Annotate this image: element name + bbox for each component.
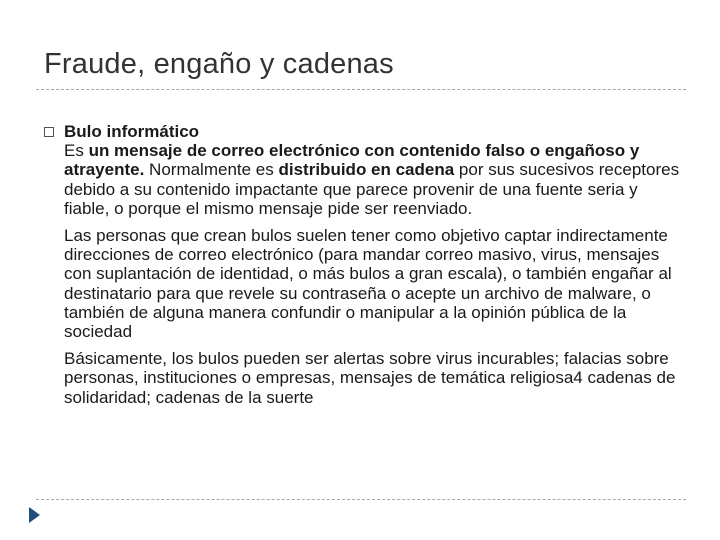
p1-bold-1: un mensaje de correo electrónico con contenido falso o engañoso y atrayente. — [64, 141, 640, 180]
bullet-item — [44, 122, 684, 141]
slide-title: Fraude, engaño y cadenas — [44, 48, 394, 80]
square-bullet-icon — [44, 127, 54, 137]
paragraph-objectives: Las personas que crean bulos suelen tener como objetivo captar indirectamente direcciones de correo electrónico (para mandar correo masivo, virus, mensajes con suplantación de identidad, o más bulos a gran escala), o también engañar al destinatario para que revele su contraseña o acepte un archivo de malware, o también de alguna manera confundir o manipular a la opinión pública de la sociedad — [64, 226, 672, 342]
p1-text-3: por sus sucesivos receptores debido a su contenido impactante que parece provenir de una fuente seria y fiable, o porque el mismo mensaje pide ser reenviado. — [64, 160, 680, 218]
p1-text-1: Es — [64, 141, 89, 161]
slide-content — [44, 122, 684, 407]
next-arrow-icon[interactable] — [29, 507, 40, 523]
p1-text-2: Normalmente es — [144, 160, 279, 180]
title-divider — [36, 89, 686, 90]
footer-divider — [36, 499, 686, 500]
paragraph-types: Básicamente, los bulos pueden ser alertas sobre virus incurables; falacias sobre personas, instituciones o empresas, mensajes de temática religiosa4 cadenas de solidaridad; cadenas de la suerte — [64, 349, 676, 407]
bullet-heading: Bulo informático — [64, 122, 200, 141]
p1-bold-2: distribuido en cadena — [278, 160, 455, 180]
paragraph-definition — [44, 141, 684, 218]
